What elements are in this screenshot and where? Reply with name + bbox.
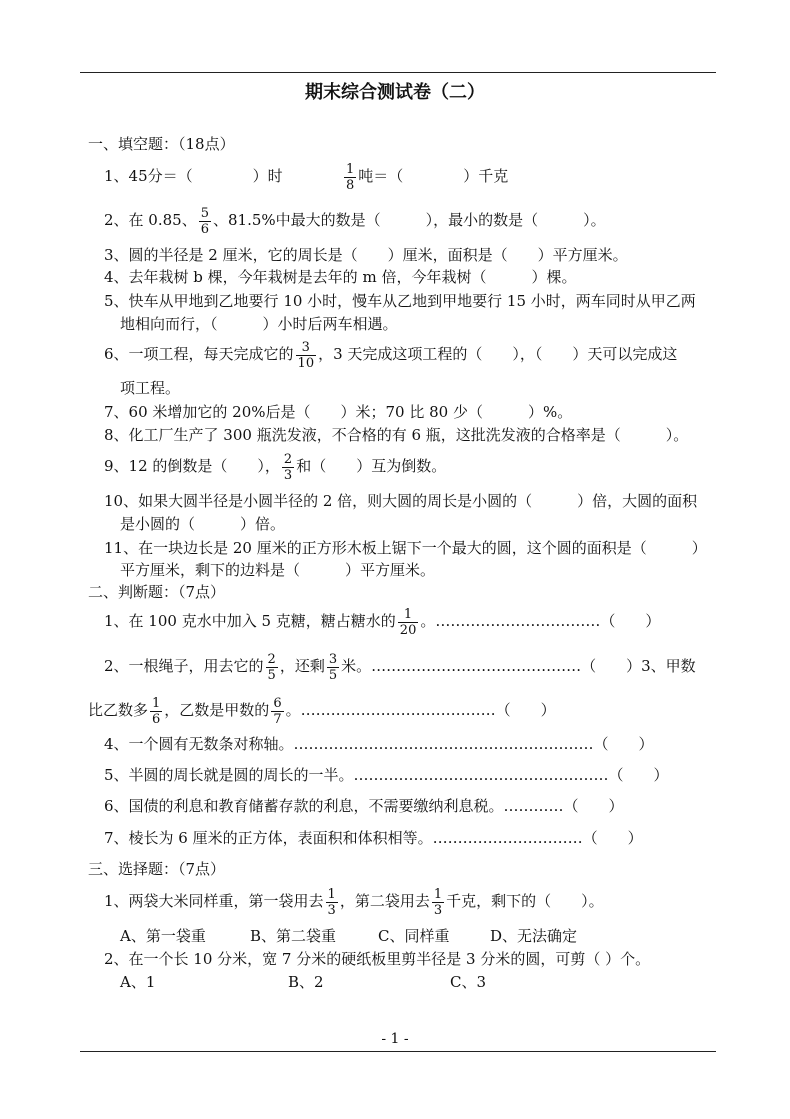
question-1-5b: 地相向而行，（ ）小时后两车相遇。 [120,315,398,333]
question-text: 1、在 100 克水中加入 5 克糖，糖占糖水的 [104,612,396,630]
denominator: 8 [346,177,355,193]
question-1-9 [104,448,446,484]
numerator: 1 [327,886,336,902]
fraction [432,887,444,918]
question-text: 1、两袋大米同样重，第一袋用去 [104,892,324,910]
question-1-11b: 平方厘米，剩下的边料是（ ）平方厘米。 [120,561,436,579]
option-a: A、1 [120,973,156,991]
question-text: 、81.5%中最大的数是（ ），最小的数是（ ）。 [213,211,606,229]
question-text: ，3 天完成这项工程的（ ），（ ）天可以完成这 [318,345,678,363]
option-b: B、2 [288,973,324,991]
question-1-1-part-a: 1、45分＝（ ）时 [104,167,283,185]
question-text: 9、12 的倒数是（ ）， [104,457,280,475]
question-1-3: 3、圆的半径是 2 厘米，它的周长是（ ）厘米，面积是（ ）平方厘米。 [104,246,628,264]
fraction [282,452,294,483]
question-1-10b: 是小圆的（ ）倍。 [120,515,286,533]
fraction [296,340,317,371]
page-title: 期末综合测试卷（二） [305,82,485,103]
option-c: C、同样重 [378,927,450,945]
numerator: 2 [283,451,293,467]
question-1-6 [104,336,677,372]
numerator: 3 [328,651,338,667]
denominator: 10 [297,355,315,371]
section-heading-judge: 二、判断题：（7点） [88,583,226,601]
denominator: 5 [328,667,338,683]
denominator: 6 [152,711,161,727]
question-2-4: 4、一个圆有无数条对称轴。……………………………………………………（ ） [104,735,654,753]
question-text: ，第二袋用去 [339,892,430,910]
fraction [344,162,356,193]
question-1-6b: 项工程。 [120,379,181,397]
numerator: 6 [273,695,282,711]
section-heading-fill: 一、填空题：（18点） [88,135,235,153]
denominator: 7 [273,711,282,727]
fraction [150,696,162,727]
question-2-7: 7、棱长为 6 厘米的正方体，表面积和体积相等。…………………………（ ） [104,829,643,847]
fraction [271,696,283,727]
numerator: 3 [301,339,310,355]
option-c: C、3 [450,973,487,991]
question-1-8: 8、化工厂生产了 300 瓶洗发液，不合格的有 6 瓶，这批洗发液的合格率是（ ）。 [104,426,689,444]
denominator: 5 [267,667,276,683]
option-b: B、第二袋重 [250,927,337,945]
question-1-1 [104,166,283,186]
denominator: 6 [200,221,209,237]
question-1-10a: 10、如果大圆半径是小圆半径的 2 倍，则大圆的周长是小圆的（ ）倍，大圆的面积 [104,492,698,510]
footer-rule [80,1051,716,1052]
question-1-11a: 11、在一块边长是 20 厘米的正方形木板上锯下一个最大的圆，这个圆的面积是（ ） [104,539,707,557]
numerator: 1 [433,886,443,902]
question-text: 比乙数多 [88,701,149,719]
question-2-6: 6、国债的利息和教育储蓄存款的利息，不需要缴纳利息税。…………（ ） [104,797,624,815]
question-1-1-part-b [342,158,508,194]
fraction [398,607,419,638]
question-1-4: 4、去年栽树 b 棵，今年栽树是去年的 m 倍，今年栽树（ ）棵。 [104,268,577,286]
question-2-1 [104,603,660,639]
question-2-3 [88,692,556,728]
option-a: A、第一袋重 [120,927,206,945]
question-text: 2、在 0.85、 [104,211,197,229]
question-2-5: 5、半圆的周长就是圆的周长的一半。……………………………………………（ ） [104,766,669,784]
numerator: 1 [403,606,413,622]
question-1-7: 7、60 米增加它的 20%后是（ ）米；70 比 80 少（ ）%。 [104,403,573,421]
question-text: 6、一项工程，每天完成它的 [104,345,294,363]
question-text: ，还剩 [279,657,325,675]
question-text: 。……………………………（ ） [420,612,661,630]
question-text: 吨＝（ ）千克 [358,167,509,185]
question-1-5a: 5、快车从甲地到乙地要行 10 小时，慢车从乙地到甲地要行 15 小时，两车同时从甲乙两 [104,292,696,310]
question-2-2 [104,648,696,684]
question-3-2: 2、在一个长 10 分米，宽 7 分米的硬纸板里剪半径是 3 分米的圆，可剪（ ）个。 [104,950,651,968]
question-text: 。…………………………………（ ） [285,701,556,719]
question-text: ，乙数是甲数的 [164,701,270,719]
denominator: 3 [433,902,443,918]
numerator: 5 [200,205,209,221]
denominator: 3 [327,902,336,918]
page-number: - 1 - [381,1031,409,1047]
numerator: 1 [346,161,355,177]
section-heading-choice: 三、选择题：（7点） [88,860,226,878]
fraction [199,206,211,237]
fraction [266,652,278,683]
numerator: 2 [267,651,276,667]
question-text: 2、一根绳子，用去它的 [104,657,264,675]
denominator: 3 [283,467,293,483]
header-rule [80,72,716,73]
fraction [326,887,338,918]
question-text: 千克，剩下的（ ）。 [446,892,604,910]
question-3-1 [104,883,604,919]
question-text: 米。……………………………………（ ）3、甲数 [341,657,696,675]
numerator: 1 [152,695,161,711]
fraction [327,652,339,683]
question-text: 和（ ）互为倒数。 [296,457,447,475]
option-d: D、无法确定 [490,927,578,945]
question-1-2 [104,202,606,238]
denominator: 20 [399,622,417,638]
